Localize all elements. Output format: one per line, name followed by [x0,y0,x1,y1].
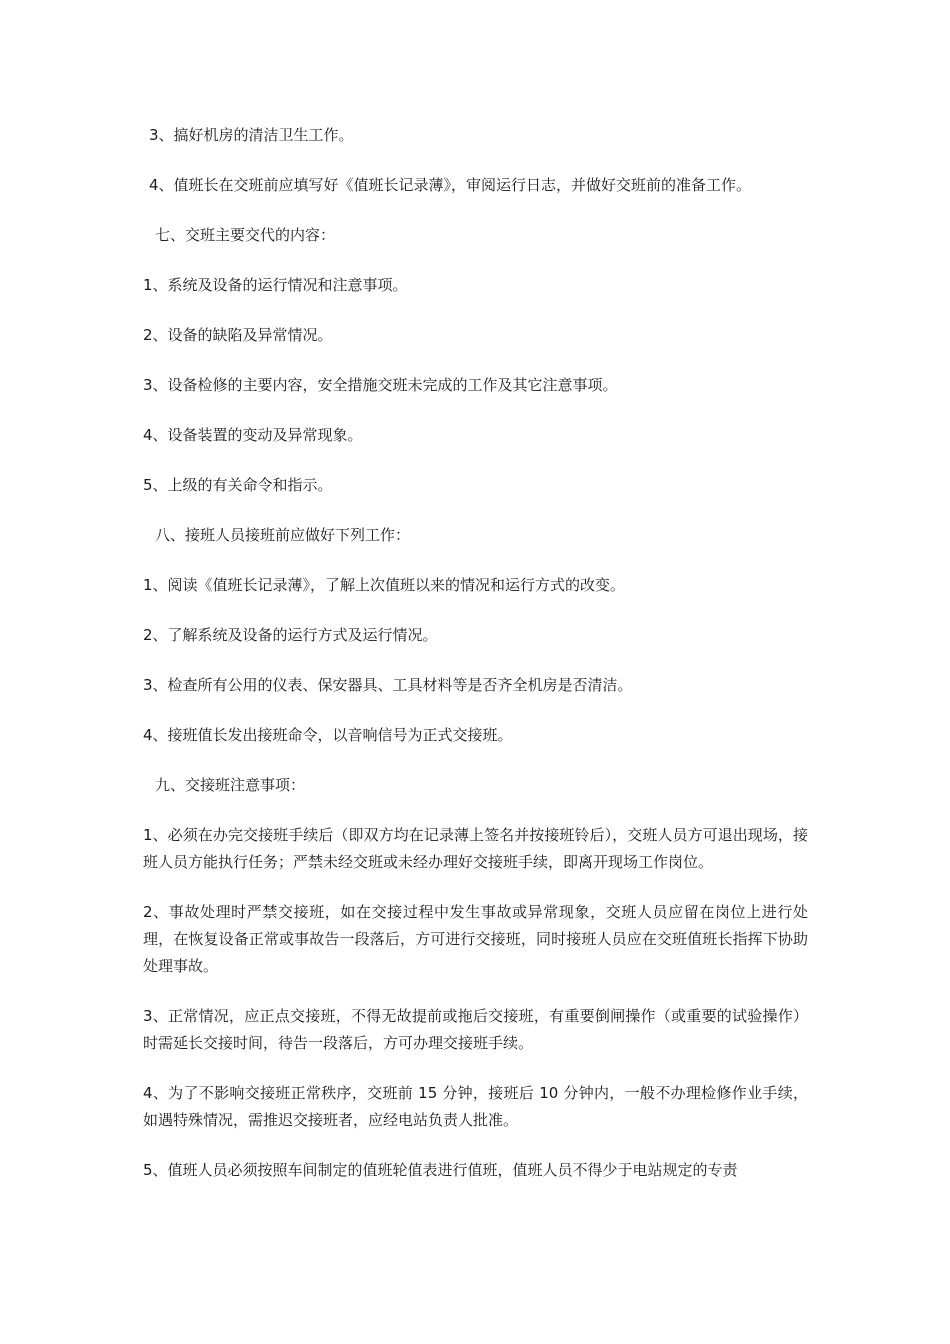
paragraph-item-9-4: 4、为了不影响交接班正常秩序，交班前 15 分钟，接班后 10 分钟内，一般不办理检修作业手续，如遇特殊情况，需推迟交接班者，应经电站负责人批准。 [143,1084,808,1129]
document-body [143,122,808,1207]
paragraph-item-7-3: 3、设备检修的主要内容，安全措施交班未完成的工作及其它注意事项。 [143,376,618,394]
paragraph-item-8-4: 4、接班值长发出接班命令，以音响信号为正式交接班。 [143,726,513,744]
paragraph-item-9-5: 5、值班人员必须按照车间制定的值班轮值表进行值班，值班人员不得少于电站规定的专责 [143,1161,738,1179]
paragraph-item-9-2: 2、事故处理时严禁交接班，如在交接过程中发生事故或异常现象，交班人员应留在岗位上进行处理，在恢复设备正常或事故告一段落后，方可进行交接班，同时接班人员应在交班值班长指挥下协助处理事故。 [143,903,808,975]
paragraph-item-7-5: 5、上级的有关命令和指示。 [143,476,333,494]
paragraph-item-3-cleaning: 3、搞好机房的清洁卫生工作。 [149,126,354,144]
paragraph-item-8-2: 2、了解系统及设备的运行方式及运行情况。 [143,626,438,644]
section-heading-8: 八、接班人员接班前应做好下列工作： [155,526,411,544]
paragraph-item-9-1: 1、必须在办完交接班手续后（即双方均在记录薄上签名并按接班铃后），交班人员方可退出现场，接班人员方能执行任务；严禁未经交班或未经办理好交接班手续，即离开现场工作岗位。 [143,826,808,871]
section-heading-7: 七、交班主要交代的内容： [155,226,336,244]
paragraph-item-7-2: 2、设备的缺陷及异常情况。 [143,326,333,344]
section-heading-9: 九、交接班注意事项： [155,776,306,794]
paragraph-item-7-1: 1、系统及设备的运行情况和注意事项。 [143,276,408,294]
paragraph-item-8-3: 3、检查所有公用的仪表、保安器具、工具材料等是否齐全机房是否清洁。 [143,676,633,694]
paragraph-item-4-shift-leader-log: 4、值班长在交班前应填写好《值班长记录薄》，审阅运行日志，并做好交班前的准备工作。 [149,176,752,194]
paragraph-item-7-4: 4、设备装置的变动及异常现象。 [143,426,363,444]
paragraph-item-8-1: 1、阅读《值班长记录薄》，了解上次值班以来的情况和运行方式的改变。 [143,576,626,594]
paragraph-item-9-3: 3、正常情况，应正点交接班，不得无故提前或拖后交接班，有重要倒闸操作（或重要的试验操作）时需延长交接时间，待告一段落后，方可办理交接班手续。 [143,1007,808,1052]
